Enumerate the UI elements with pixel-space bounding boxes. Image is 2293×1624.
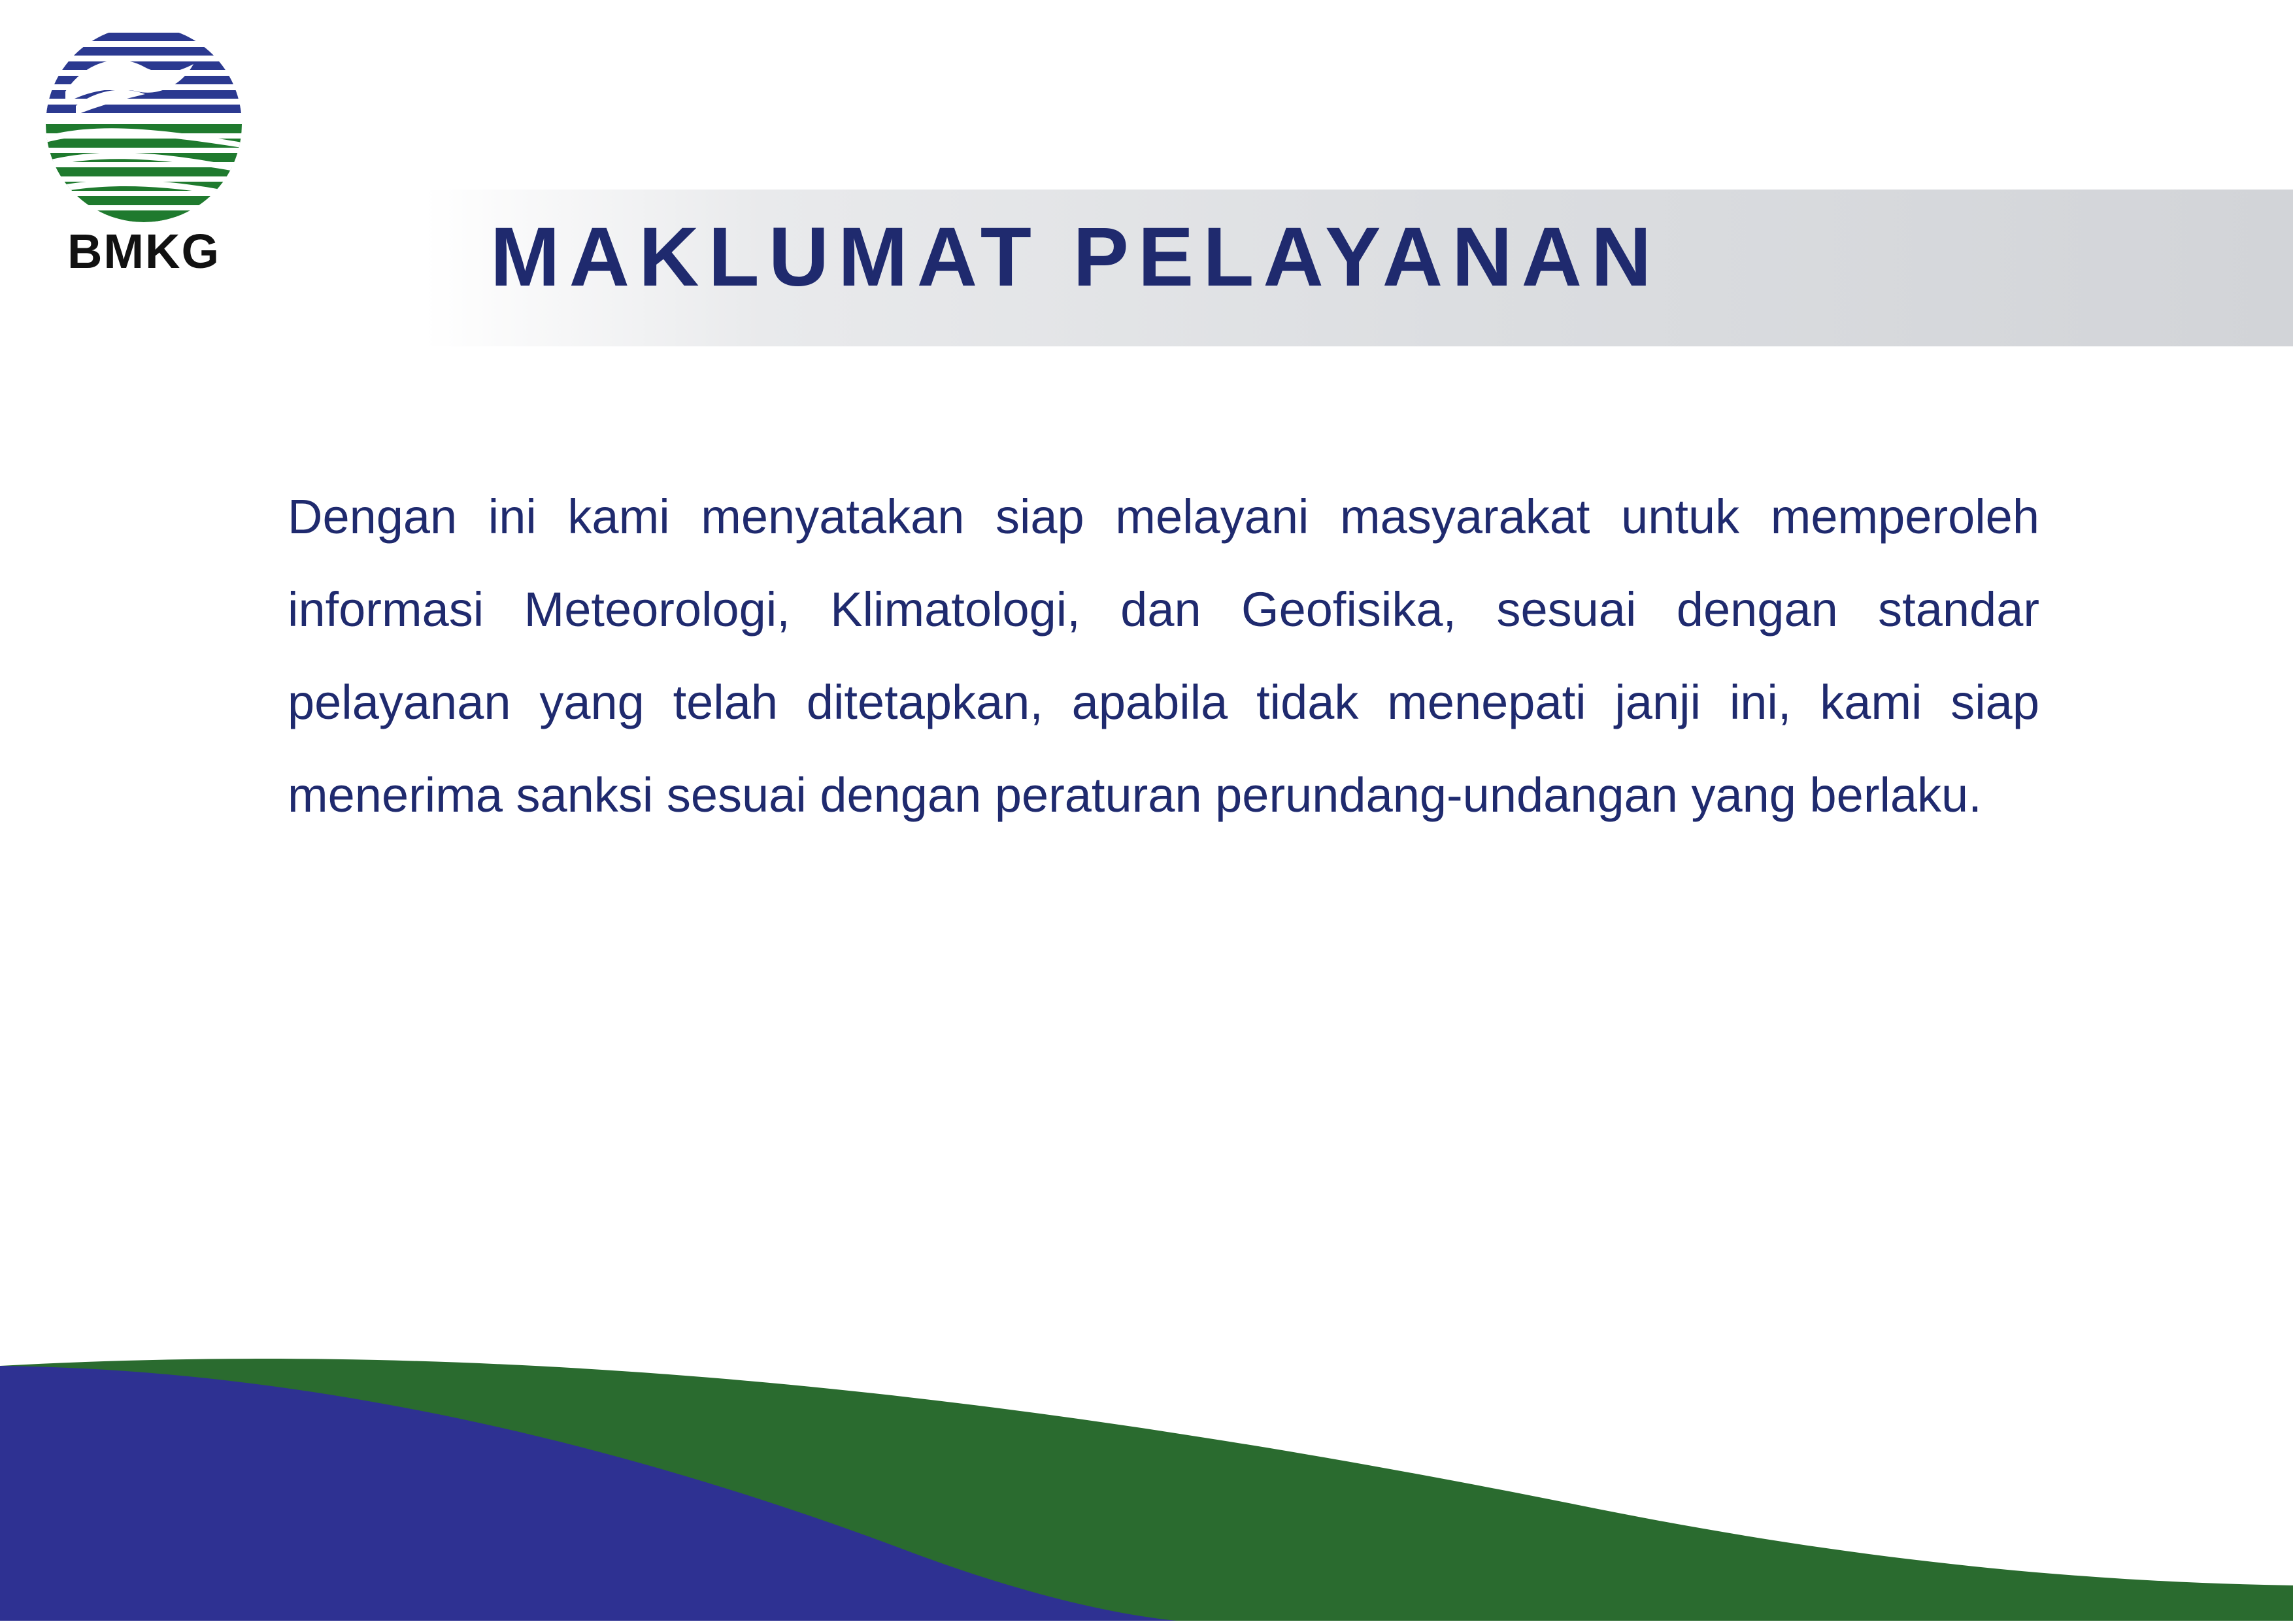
- bmkg-logo-icon: [46, 26, 242, 222]
- bmkg-logo: [39, 26, 255, 307]
- footer-wave-decoration: [0, 1255, 2293, 1621]
- page-title: MAKLUMAT PELAYANAN: [490, 210, 1661, 304]
- declaration-paragraph: Dengan ini kami menyatakan siap melayani masyarakat untuk memperoleh informasi Meteorologi, Klimatologi, dan Geofisika, sesuai dengan standar pelayanan yang telah ditetapkan, apabila tidak menepati janji ini, kami siap menerima sanksi sesuai dengan peraturan perundang-undangan yang berlaku.: [288, 489, 2039, 823]
- bmkg-logo-text: BMKG: [67, 224, 221, 278]
